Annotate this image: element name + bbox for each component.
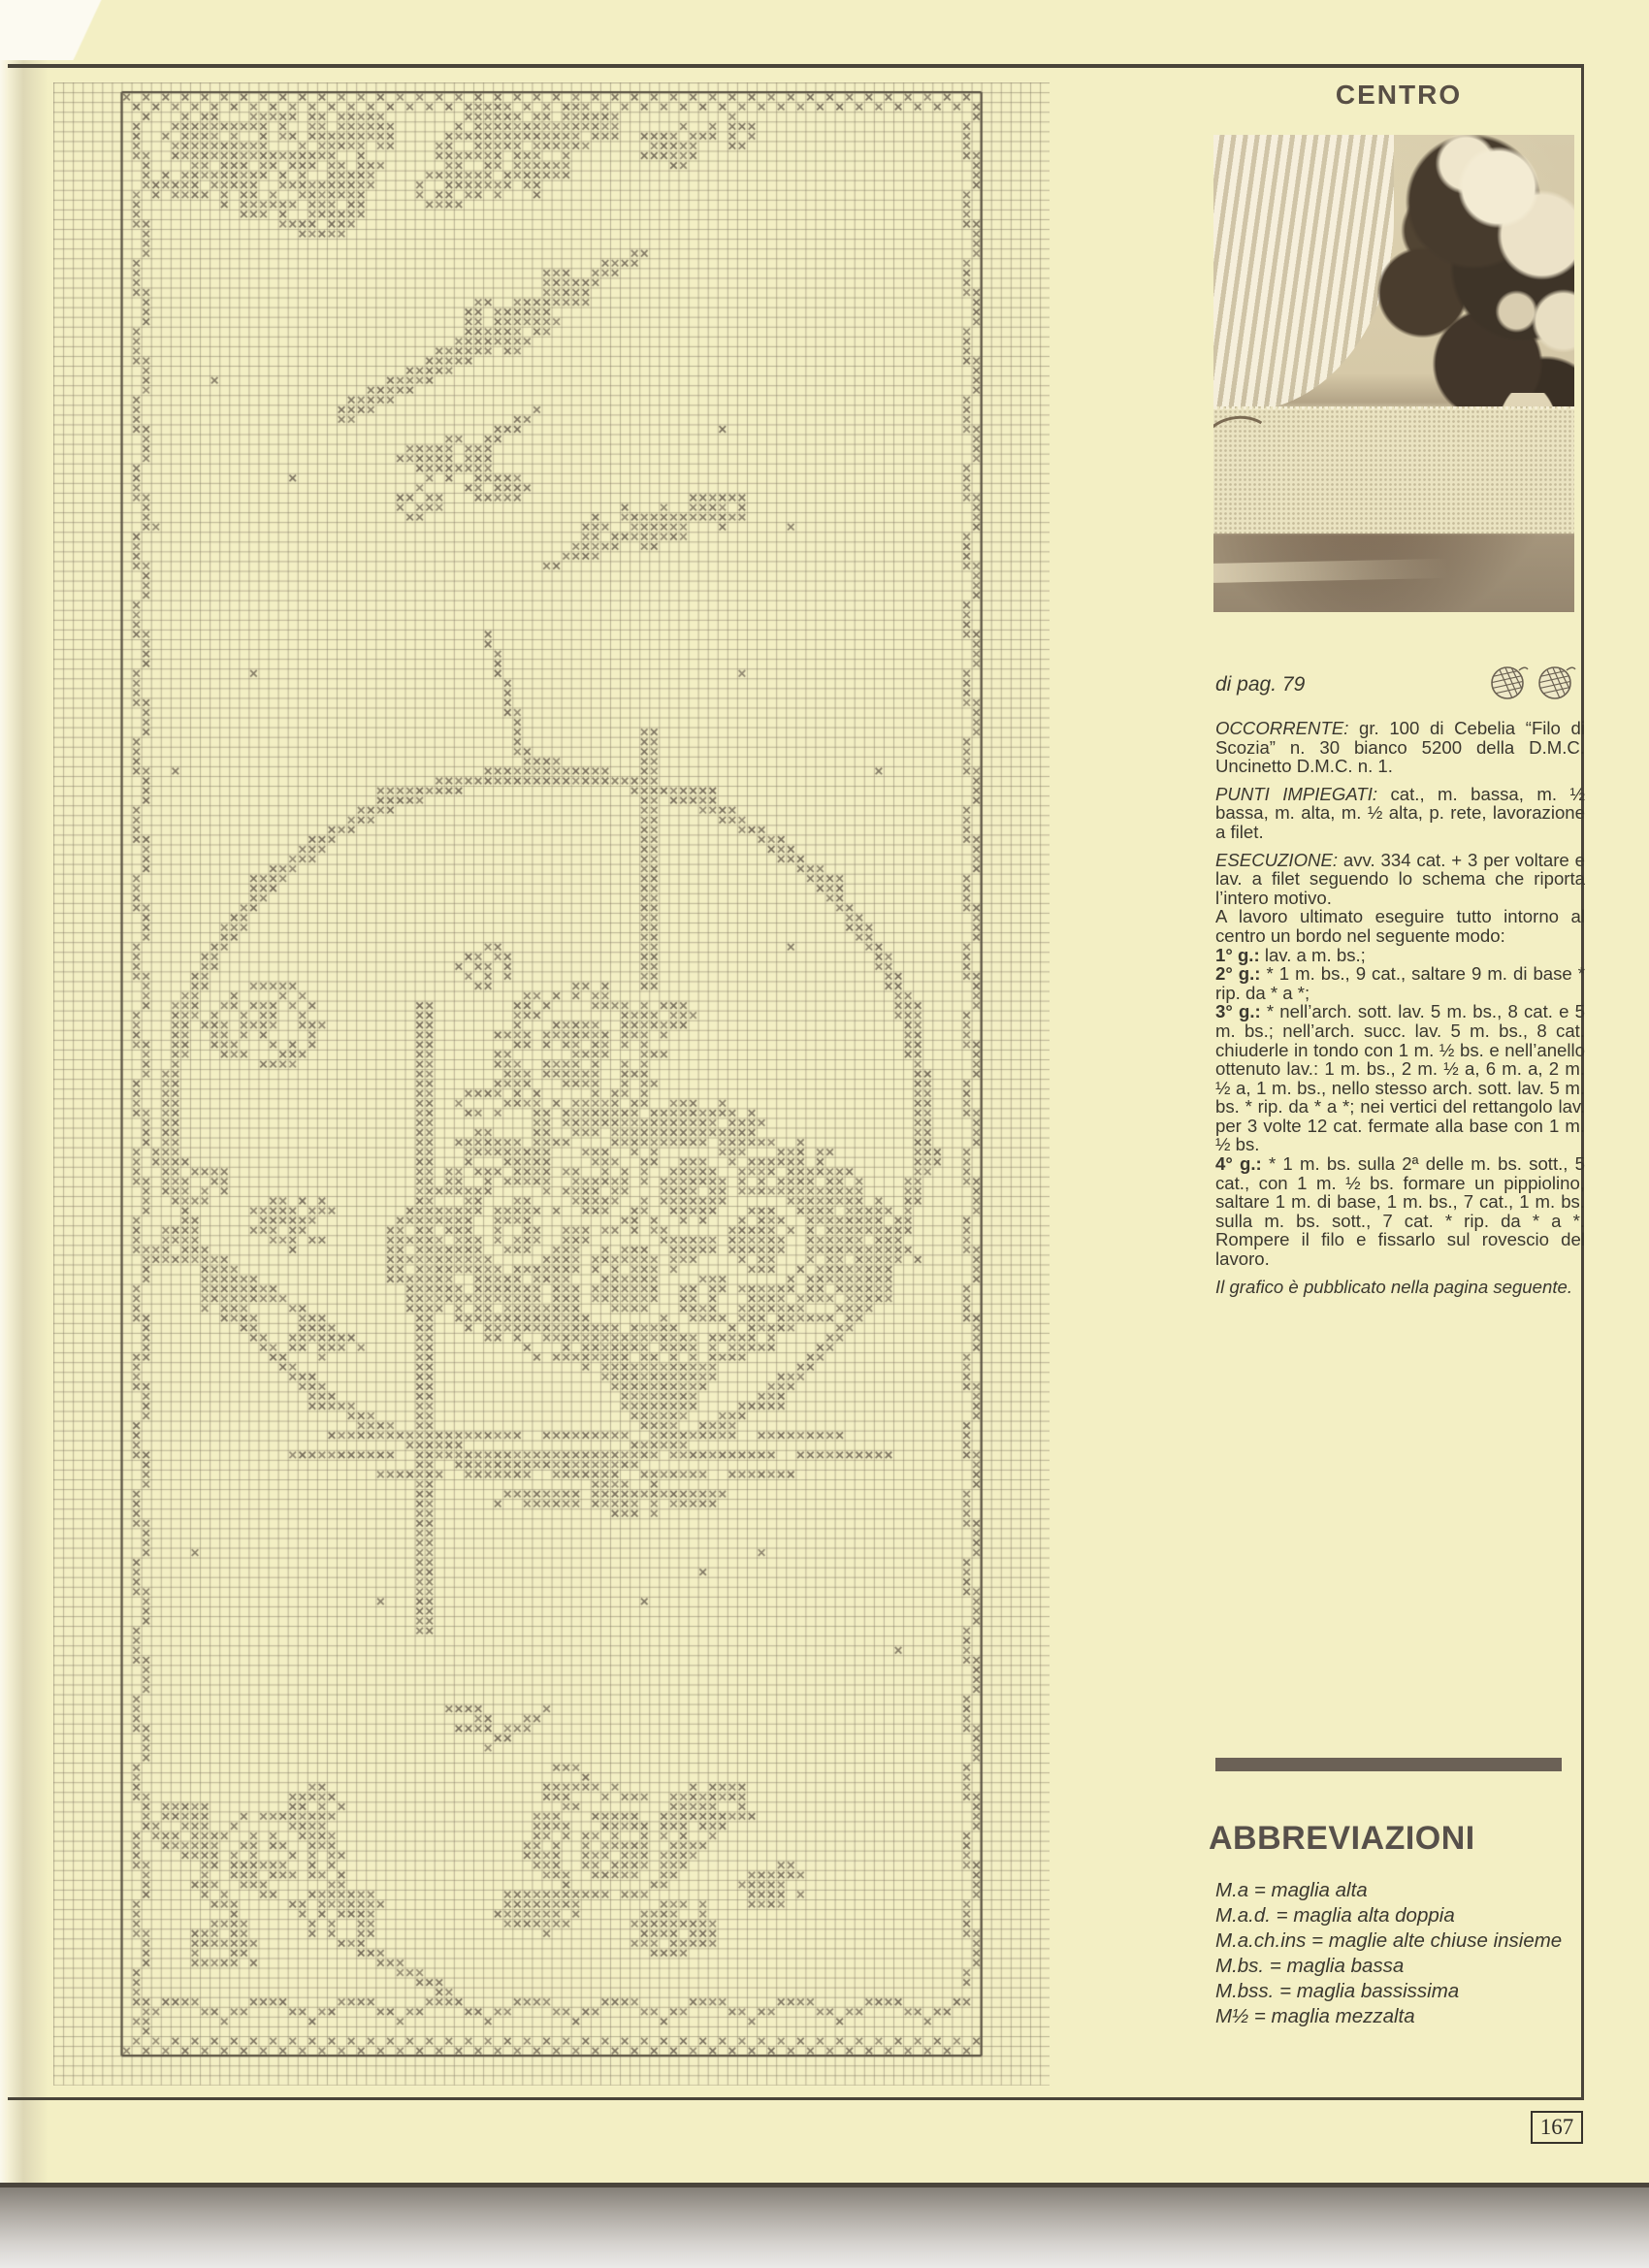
abbreviations-list xyxy=(1215,1878,1596,2029)
page-title: CENTRO xyxy=(1335,80,1463,110)
abbreviation-item: M.a = maglia alta xyxy=(1215,1879,1368,1901)
page-curl-shadow xyxy=(0,0,58,2186)
doily-photo xyxy=(1213,135,1574,612)
yarn-ball-icon xyxy=(1488,662,1529,702)
yarn-ball-icon xyxy=(1536,662,1576,702)
abbreviation-item: M.a.ch.ins = maglie alte chiuse insieme xyxy=(1215,1929,1563,1952)
abbreviations-title: ABBREVIAZIONI xyxy=(1209,1820,1475,1857)
instruction-paragraph: A lavoro ultimato eseguire tutto intorno al centro un bordo nel seguente modo: xyxy=(1215,906,1585,946)
instructions-text xyxy=(1215,719,1585,1296)
instruction-paragraph: 3° g.: * nell’arch. sott. lav. 5 m. bs., 8 cat. e 5 m. bs.; nell’arch. succ. lav. 5 m. bs., 8 cat. chiuderle in tondo con 1 m. ½ bs. e nell’anello ottenuto lav.: 1 m. bs., 2 m. ½ a, 6 m. a, 2 m. ½ a, 1 m. bs., nello stesso arch. sott. lav. 5 m. bs. * rip. da * a *; nei vertici del rettangolo lav. per 3 volte 12 cat. fermate alla base con 1 m. ½ bs. xyxy=(1215,1001,1585,1155)
instruction-paragraph: 4° g.: * 1 m. bs. sulla 2ª delle m. bs. sott., 5 cat., con 1 m. ½ bs. formare un pippiolino, saltare 1 m. di base, 1 m. bs., 7 cat., 1 m. bs. sulla m. bs. sott., 7 cat. * rip. da * a *. Rompere il filo e fissarlo sul rovescio del lavoro. xyxy=(1215,1153,1586,1270)
instruction-paragraph: 2° g.: * 1 m. bs., 9 cat., saltare 9 m. di base * rip. da * a *; xyxy=(1215,963,1585,1003)
filet-crochet-chart xyxy=(53,82,1050,2086)
scan-corner xyxy=(0,0,165,60)
abbreviation-item: M.bss. = maglia bassissima xyxy=(1215,1980,1460,2002)
scanner-background xyxy=(0,2187,1649,2268)
instruction-paragraph: 1° g.: lav. a m. bs.; xyxy=(1215,944,1366,965)
yarn-icons xyxy=(1488,662,1576,702)
section-divider-bar xyxy=(1215,1758,1562,1771)
page-number-box xyxy=(1531,2111,1583,2144)
bottom-rule xyxy=(8,2097,1584,2100)
page-reference: di pag. 79 xyxy=(1215,673,1306,696)
page-number: 167 xyxy=(1539,2115,1574,2139)
abbreviation-item: M.bs. = maglia bassa xyxy=(1215,1955,1405,1977)
abbreviation-item: M.a.d. = maglia alta doppia xyxy=(1215,1904,1455,1927)
instruction-paragraph: ESECUZIONE: avv. 334 cat. + 3 per voltare e lav. a filet seguendo lo schema che riporta l’intero motivo. xyxy=(1215,849,1585,908)
instruction-paragraph: PUNTI IMPIEGATI: cat., m. bassa, m. ½ bassa, m. alta, m. ½ alta, p. rete, lavorazione a filet. xyxy=(1215,783,1585,842)
abbreviation-item: M½ = maglia mezzalta xyxy=(1215,2005,1415,2027)
top-rule xyxy=(8,64,1584,68)
instruction-paragraph: OCCORRENTE: gr. 100 di Cebelia “Filo di Scozia” n. 30 bianco 5200 della D.M.C. Uncinetto D.M.C. n. 1. xyxy=(1215,718,1585,777)
instruction-paragraph: Il grafico è pubblicato nella pagina seguente. xyxy=(1215,1276,1573,1297)
rose-highlights xyxy=(1213,135,1574,612)
filet-chart-canvas xyxy=(53,82,1050,2086)
